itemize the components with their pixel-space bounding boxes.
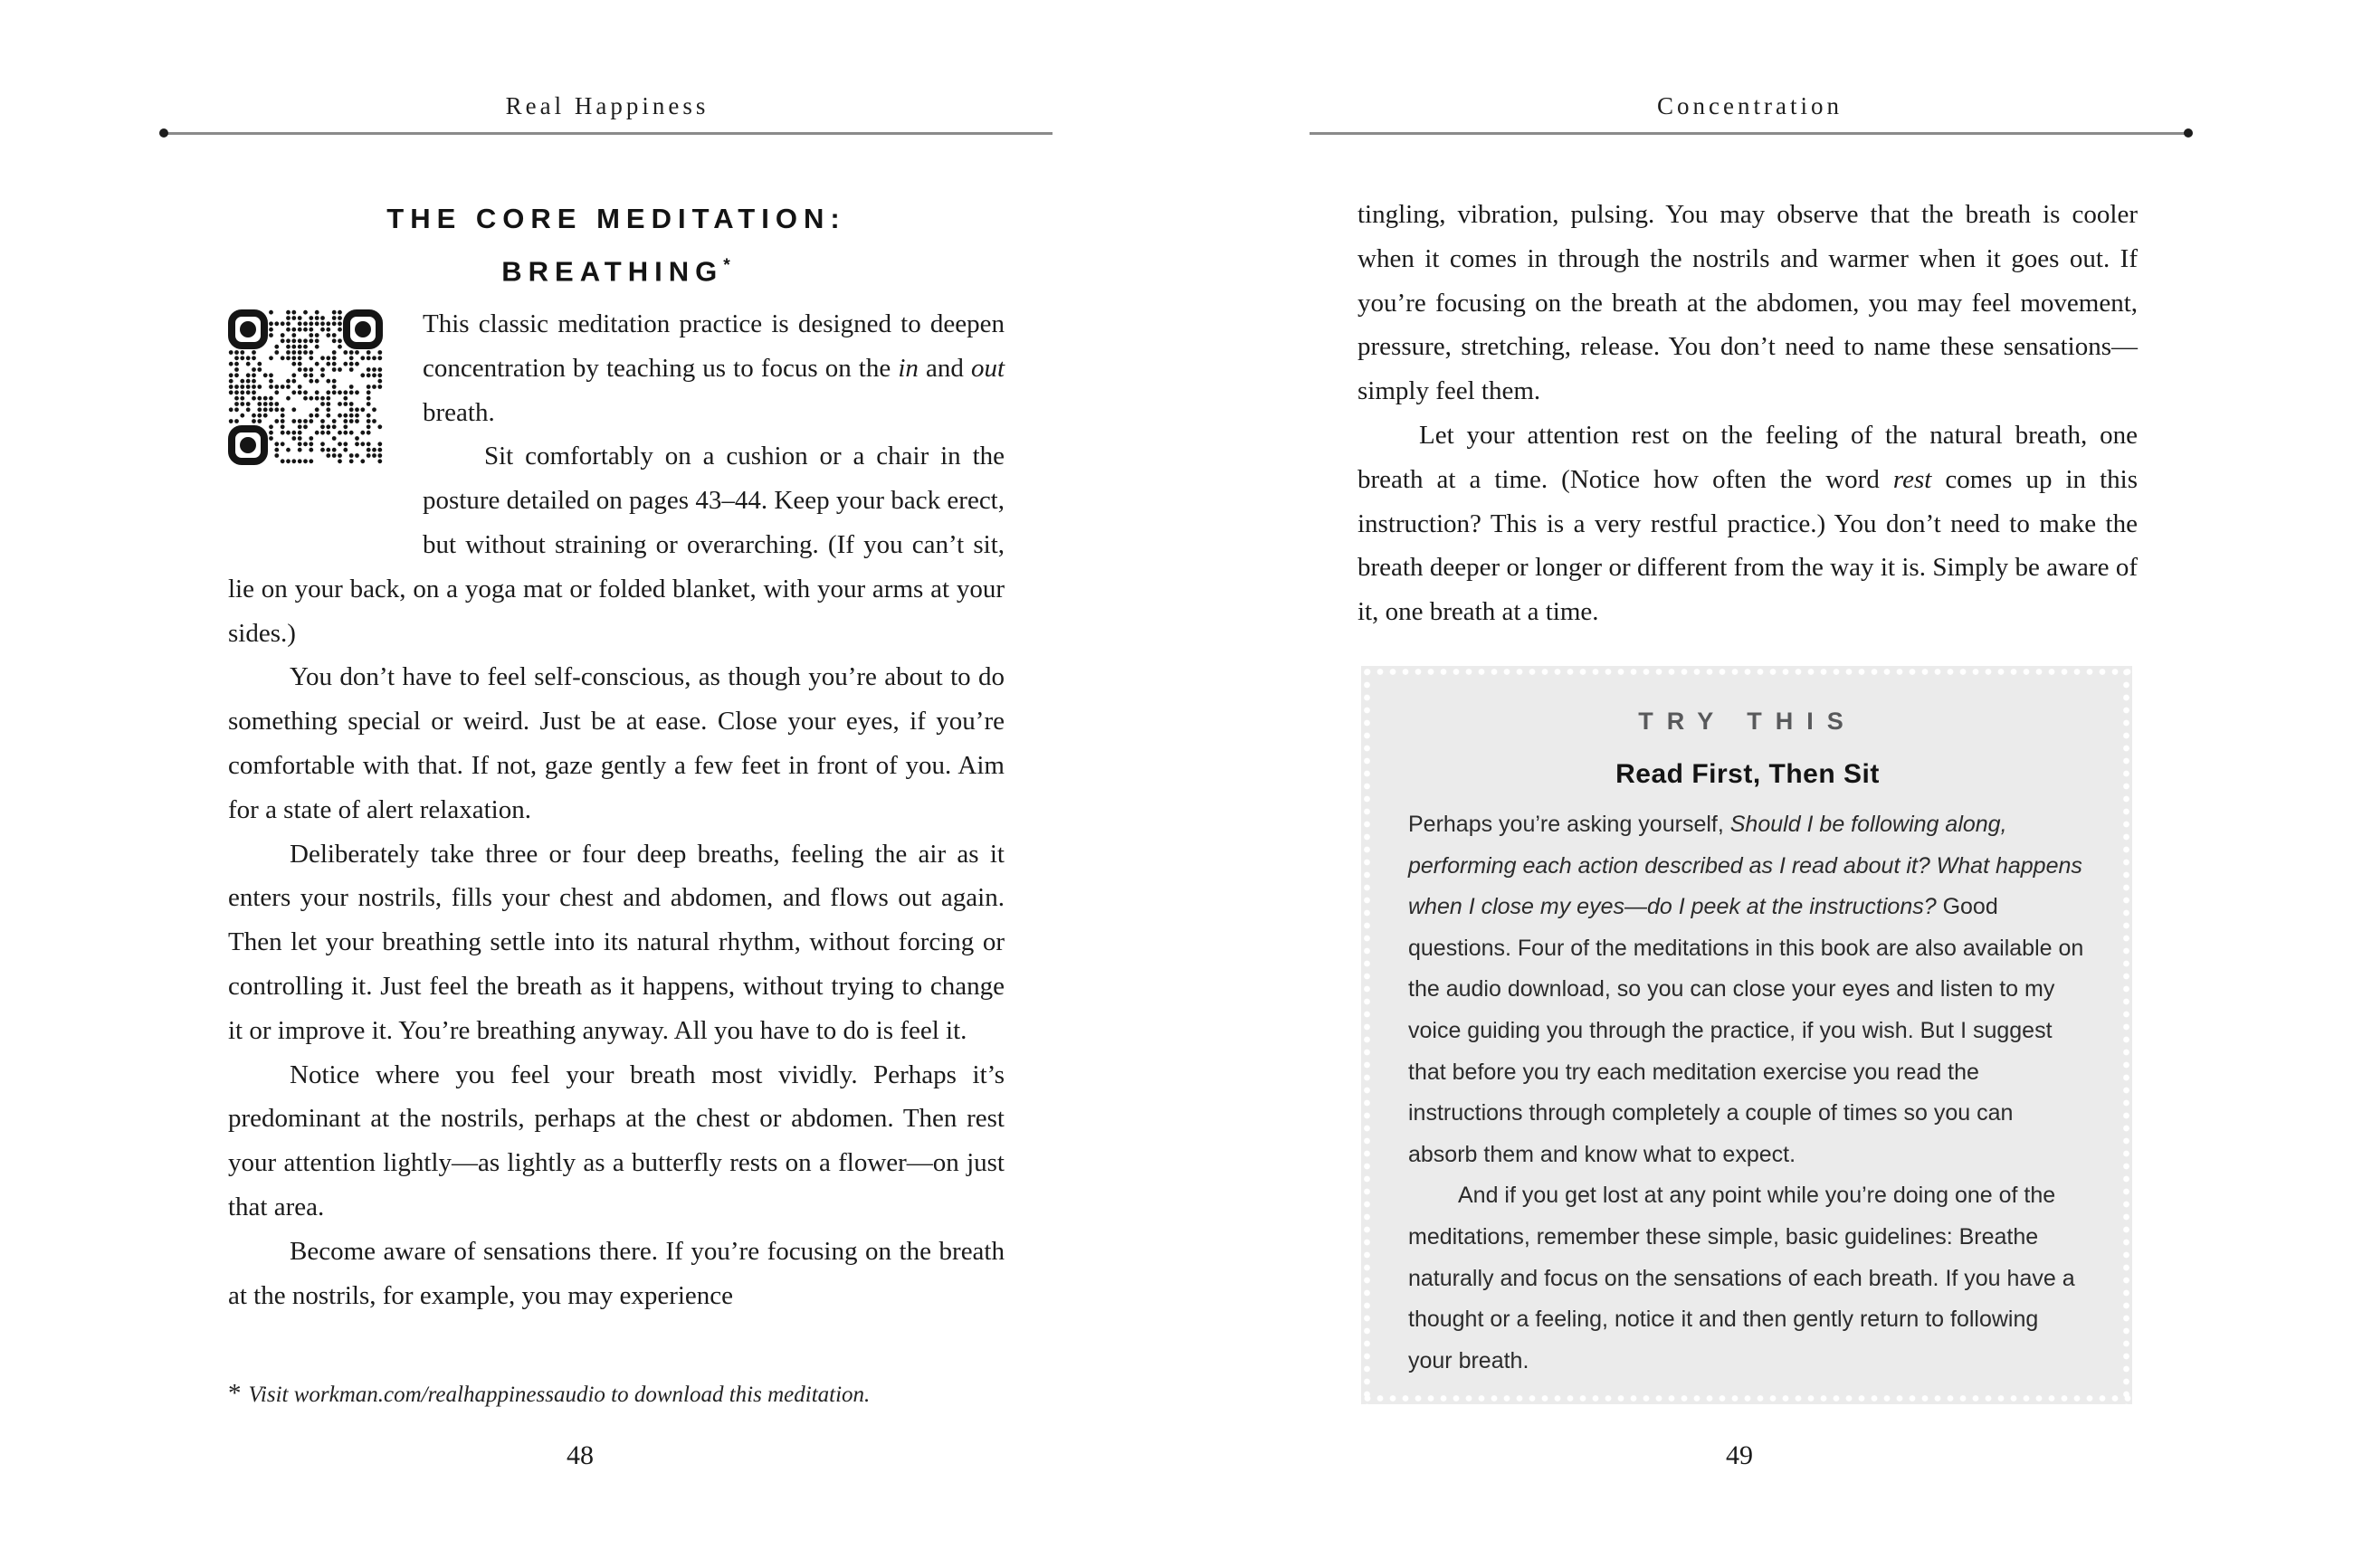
right-page-body: [1358, 193, 2138, 634]
paragraph-text-italic: in: [898, 353, 919, 383]
header-rule-left: [162, 132, 1053, 135]
page-number-left: 48: [567, 1440, 594, 1470]
try-this-label: TRY THIS: [1638, 708, 1857, 735]
paragraph-text: breath.: [423, 397, 495, 427]
footnote-text: Visit workman.com/realhappinessaudio to download this meditation.: [248, 1383, 871, 1407]
footnote-marker: *: [228, 1379, 242, 1408]
paragraph: Notice where you feel your breath most vividly. Perhaps it’s predominant at the nostrils, perhaps at the chest or abdomen. Then rest your attention lightly—as lightly as a butterfly rests on a flower—on just that area.: [228, 1060, 1005, 1221]
paragraph: You don’t have to feel self-conscious, as though you’re about to do something special or weird. Just be at ease. Close your eyes, if you’re comfortable with that. If not, gaze gently a few feet in front of you. Aim for a state of alert relaxation.: [228, 662, 1005, 824]
chapter-title-line1: THE CORE MEDITATION:: [386, 203, 846, 234]
paragraph: Deliberately take three or four deep breaths, feeling the air as it enters your nostrils, fills your chest and abdomen, and flows out again. Then let your breathing settle into its natural rhythm, without forcing or controlling it. Just feel the breath as it happens, without trying to change it or improve it. You’re breathing anyway. All you have to do is feel it.: [228, 839, 1005, 1045]
try-this-title: Read First, Then Sit: [1615, 759, 1880, 789]
footnote-marker-superscript: *: [723, 256, 731, 275]
try-this-box: [1361, 666, 2132, 1404]
header-rule-right: [1310, 132, 2190, 135]
paragraph-text: Good questions. Four of the meditations in this book are also available on the audio download, so you can close your eyes and listen to my voice guiding you through the practice, if you wish. But I suggest that before you try each meditation exercise you read the instructions through completely a couple of times so you can absorb them and know what to expect.: [1408, 894, 2084, 1167]
chapter-title-line2: BREATHING: [501, 255, 724, 288]
page-number-right: 49: [1726, 1440, 1753, 1470]
paragraph: tingling, vibration, pulsing. You may observe that the breath is cooler when it comes in through the nostrils and warmer when it goes out. If you’re focusing on the breath at the abdomen, you may feel movement, pressure, stretching, release. You don’t need to name these sensations—simply feel them.: [1358, 200, 2138, 406]
paragraph-text-italic: out: [970, 353, 1005, 383]
paragraph: [228, 302, 1005, 434]
rule-end-dot-right: [2184, 128, 2193, 138]
rule-end-dot-left: [159, 128, 168, 138]
paragraph: Become aware of sensations there. If you’re focusing on the breath at the nostrils, for example, you may experience: [228, 1236, 1005, 1310]
paragraph: [1408, 804, 2087, 1175]
paragraph-text: and: [918, 353, 971, 383]
paragraph: [1358, 413, 2138, 634]
try-this-body: [1408, 804, 2087, 1382]
paragraph-text-italic: rest: [1892, 464, 1932, 494]
qr-code: [228, 309, 383, 465]
left-page-body: [228, 302, 1005, 1317]
paragraph-text: Perhaps you’re asking yourself,: [1408, 812, 1730, 837]
chapter-title: [228, 195, 1005, 295]
paragraph: Sit comfortably on a cushion or a chair in the posture detailed on pages 43–44. Keep your back erect, but without straining or overarching. (If you can’t sit, lie on your back, on a yoga mat or folded blanket, with your arms at your sides.): [228, 442, 1005, 648]
footnote: [228, 1379, 1005, 1409]
running-head-right: Concentration: [1657, 92, 1843, 119]
running-head-left: Real Happiness: [505, 92, 710, 119]
paragraph-text: This classic meditation practice is designed to deepen concentration by teaching us to focus on the: [423, 309, 1005, 383]
paragraph-text-italic: Should I be following along, performing each action described as I read about it? What happens when I close my eyes—do I peek at the instructions?: [1408, 812, 2082, 920]
paragraph-text: Let your attention rest on the feeling of the natural breath, one breath at a time. (Notice how often the word: [1358, 420, 2138, 494]
paragraph: And if you get lost at any point while you’re doing one of the meditations, remember these simple, basic guidelines: Breathe naturally and focus on the sensations of each breath. If you have a thought or a feeling, notice it and then gently return to following your breath.: [1408, 1183, 2075, 1373]
paragraph-text: comes up in this instruction? This is a very restful practice.) You don’t need to make the breath deeper or longer or different from the way it is. Simply be aware of it, one breath at a time.: [1358, 464, 2138, 627]
